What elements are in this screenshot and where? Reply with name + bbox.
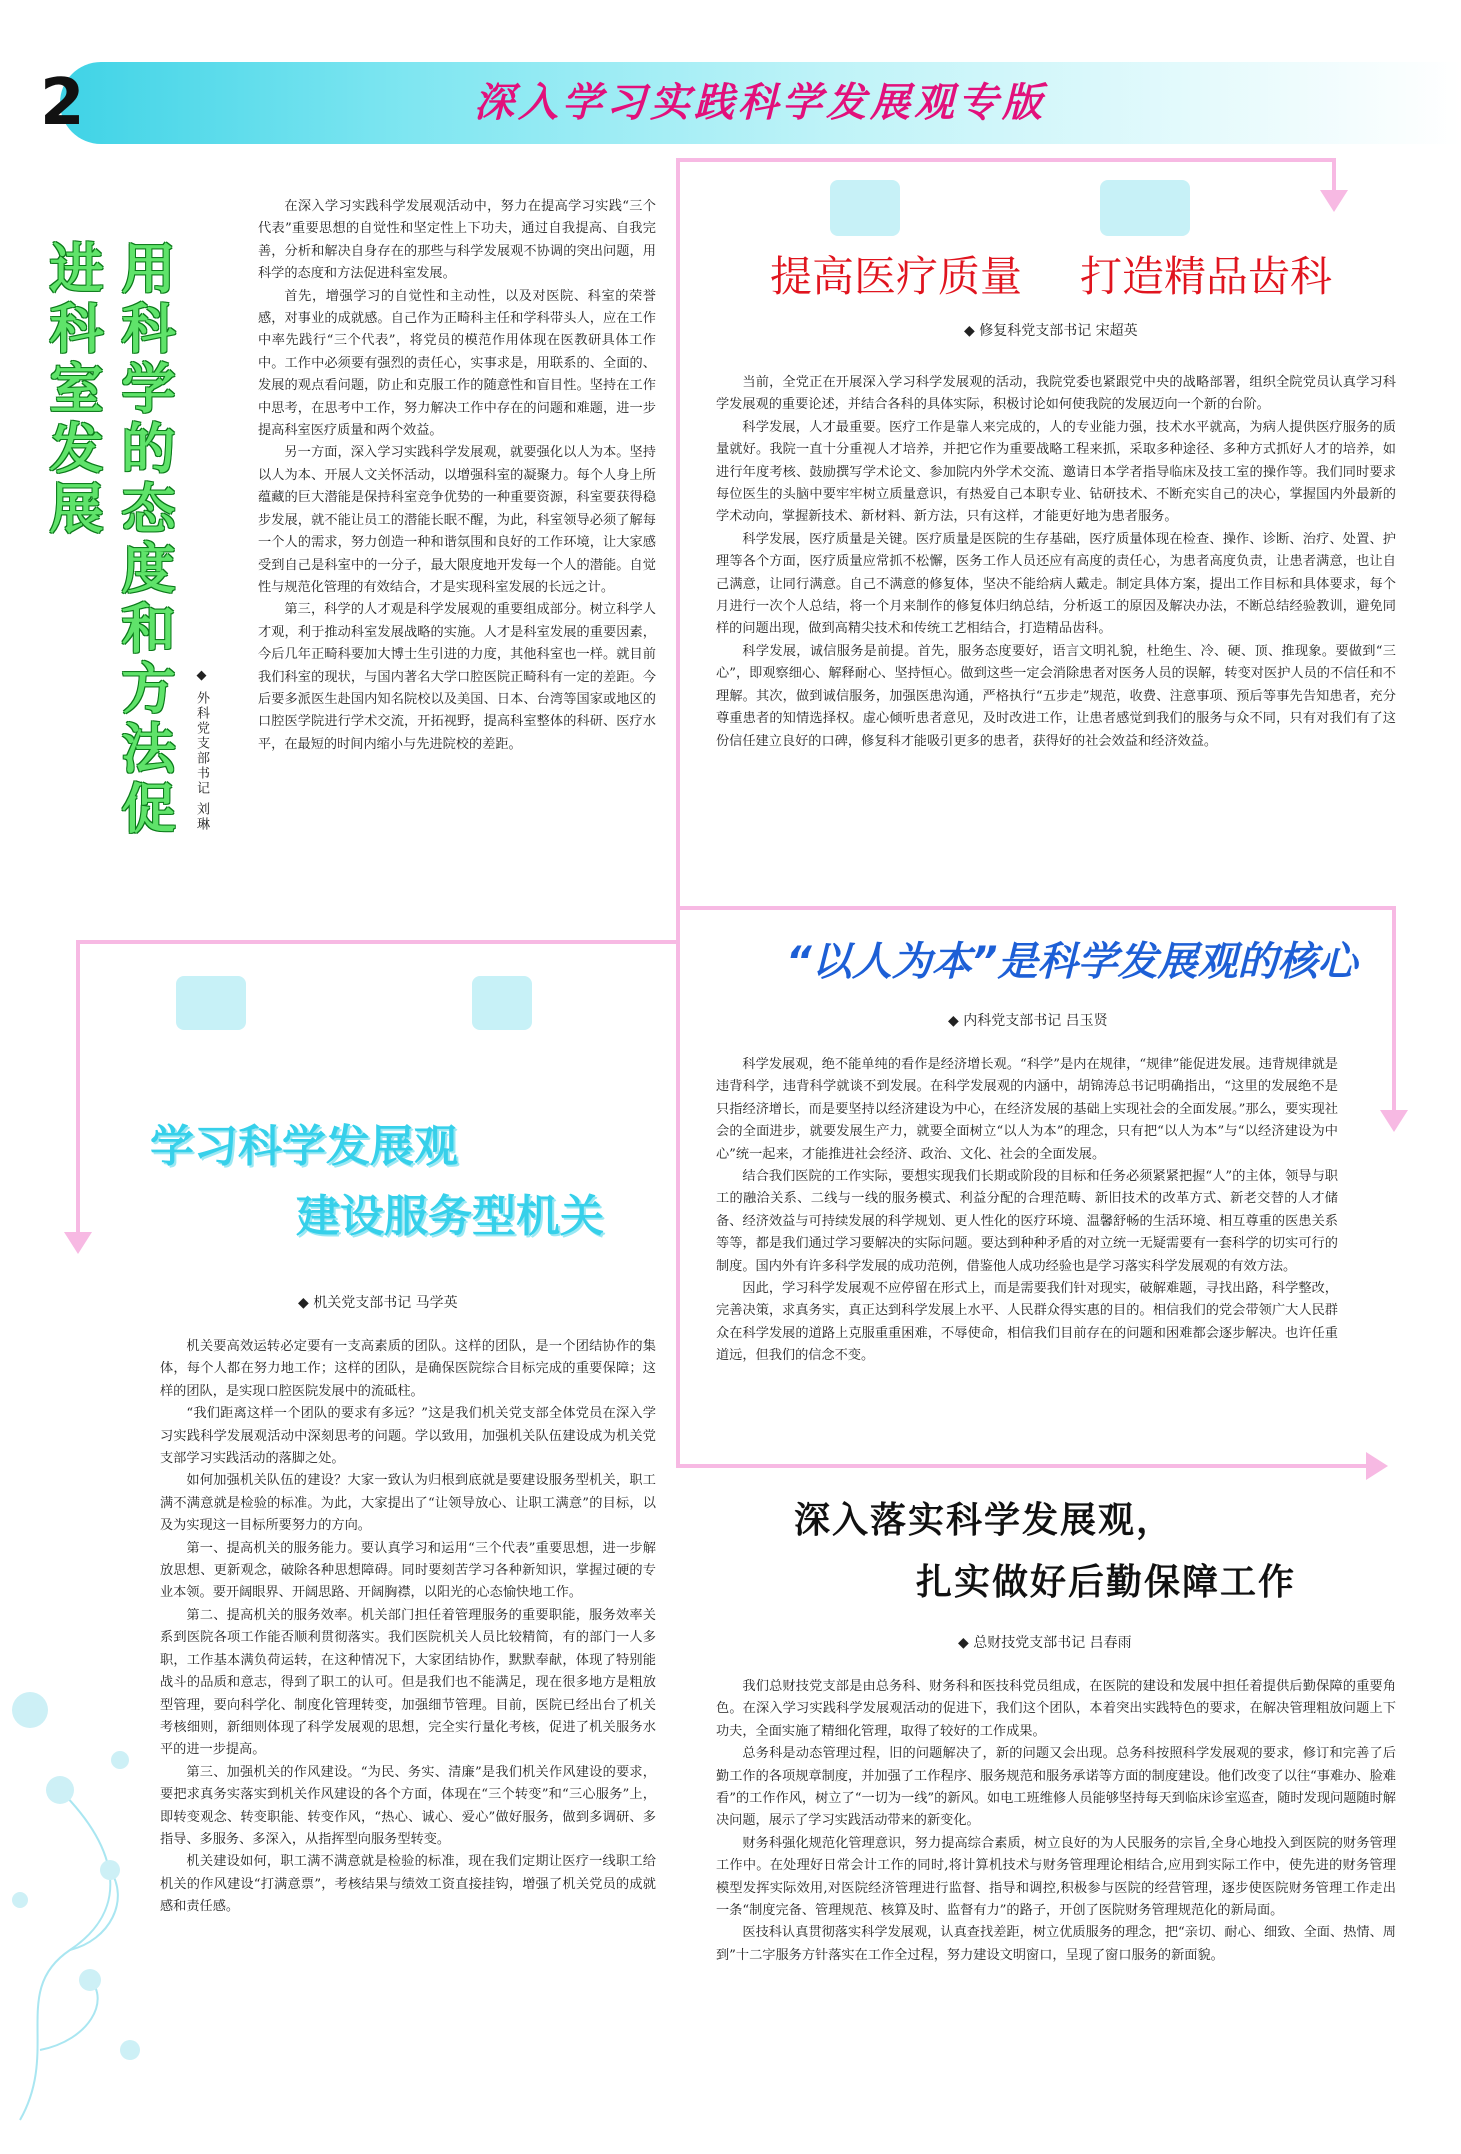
paragraph: “我们距离这样一个团队的要求有多远？”这是我们机关党支部全体党员在深入学习实践科学发展观活动中深刻思考的问题。学以致用，加强机关队伍建设成为机关党支部学习实践活动的落脚之处。 <box>160 1406 656 1467</box>
divider-main-vertical <box>676 158 680 1468</box>
arrow-down-mid-left <box>64 1232 92 1254</box>
paragraph: 如何加强机关队伍的建设？大家一致认为归根到底就是要建设服务型机关，职工满不满意就是检验的标准。为此，大家提出了“让领导放心、让职工满意”的目标，以及为实现这一目标所要努力的方向。 <box>160 1473 656 1534</box>
paragraph: 因此，学习科学发展观不应停留在形式上，而是需要我们针对现实，破解难题，寻找出路，科学整改，完善决策，求真务实，真正达到科学发展上水平、人民群众得实惠的目的。相信我们的党会带领广大人民群众在科学发展的道路上克服重重困难，不辱使命，相信我们目前存在的问题和困难都会逐步解决。也许任重道远，但我们的信念不变。 <box>716 1281 1338 1364</box>
article3-title: “以人为本”是科学发展观的核心 <box>786 939 1358 985</box>
paragraph: 当前，全党正在开展深入学习科学发展观的活动，我院党委也紧跟党中央的战略部署，组织全院党员认真学习科学发展观的重要论述，并结合各科的具体实际，积极讨论如何使我院的发展迈向一个新的台阶。 <box>716 375 1396 413</box>
paragraph: 财务科强化规范化管理意识，努力提高综合素质，树立良好的为人民服务的宗旨,全身心地投入到医院的财务管理工作中。在处理好日常会计工作的同时,将计算机技术与财务管理理论相结合,应用到实际工作中，使先进的财务管理模型发挥实际效用,对医院经济管理进行监督、指导和调控,积极参与医院的经营管理，逐步使医院财务管理工作走出一条“制度完备、管理规范、核算及时、监督有力”的路子，开创了医院财务管理规范化的新局面。 <box>716 1835 1396 1919</box>
page-number: 2 <box>40 66 85 140</box>
paragraph: 总务科是动态管理过程，旧的问题解决了，新的问题又会出现。总务科按照科学发展观的要求，修订和完善了后勤工作的各项规章制度，并加强了工作程序、服务规范和服务承诺等方面的制度建设。他们改变了以往“事难办、脸难看”的工作作风，树立了“一切为一线”的新风。如电工班维修人员能够坚持每天到临床诊室巡查，随时发现问题随时解决问题，展示了学习实践活动带来的新变化。 <box>716 1746 1396 1829</box>
flower-decoration-icon <box>0 1650 160 2130</box>
divider-lower-horizontal <box>676 1464 1366 1468</box>
decor-block <box>472 976 532 1030</box>
article1-byline: ◆ 外科党支部书记 刘琳 <box>194 668 209 833</box>
paragraph: 科学发展，医疗质量是关键。医疗质量是医院的生存基础，医疗质量体现在检查、操作、诊断、治疗、处置、护理等各个方面，医疗质量应常抓不松懈，医务工作人员还应有高度的责任心，为患者高度负责，让患者满意，也让自己满意，让同行满意。自己不满意的修复体，坚决不能给病人戴走。制定具体方案，提出工作目标和具体要求，每个月进行一次个人总结，将一个月来制作的修复体归纳总结，分析返工的原因及解决办法，不断总结经验教训，避免同样的问题出现，做到高精尖技术和传统工艺相结合，打造精品齿科。 <box>716 531 1396 637</box>
divider-mid-left-vertical <box>76 940 80 1236</box>
paragraph: 首先，增强学习的自觉性和主动性，以及对医院、科室的荣誉感，对事业的成就感。自己作为正畸科主任和学科带头人，应在工作中率先践行“三个代表”，将党员的模范作用体现在医教研具体工作中。工作中必须要有强烈的责任心，实事求是，用联系的、全面的、发展的观点看问题，防止和克服工作的随意性和盲目性。坚持在工作中思考，在思考中工作，努力解决工作中存在的问题和难题，进一步提高科室医疗质量和两个效益。 <box>258 288 656 439</box>
paragraph: 医技科认真贯彻落实科学发展观，认真查找差距，树立优质服务的理念，把“亲切、耐心、细致、全面、热情、周到”十二字服务方针落实在工作全过程，努力建设文明窗口，呈现了窗口服务的新面貌。 <box>716 1925 1396 1963</box>
paragraph: 科学发展，诚信服务是前提。首先，服务态度要好，语言文明礼貌，杜绝生、冷、硬、顶、推现象。要做到“三心”，即观察细心、解释耐心、坚持恒心。做到这些一定会消除患者对医务人员的误解，转变对医护人员的不信任和不理解。其次，做到诚信服务，加强医患沟通，严格执行“五步走”规范，收费、注意事项、预后等事先告知患者，充分尊重患者的知情选择权。虚心倾听患者意见，及时改进工作，让患者感觉到我们的服务与众不同，只有对我们有了这份信任建立良好的口碑，修复科才能吸引更多的患者，获得好的社会效益和经济效益。 <box>716 643 1396 749</box>
paragraph: 第三，科学的人才观是科学发展观的重要组成部分。树立科学人才观，利于推动科室发展战略的实施。人才是科室发展的重要因素，今后几年正畸科要加大博士生引进的力度，其他科室也一样。就目前我们科室的现状，与国内著名大学口腔医院正畸科有一定的差距。今后要多派医生赴国内知名院校以及美国、日本、台湾等国家或地区的口腔医学院进行学术交流，开拓视野，提高科室整体的科研、医疗水平，在最短的时间内缩小与先进院校的差距。 <box>258 602 656 752</box>
divider-mid-right-horizontal <box>676 906 1396 910</box>
paragraph: 结合我们医院的工作实际，要想实现我们长期或阶段的目标和任务必须紧紧把握“人”的主体，领导与职工的融洽关系、二线与一线的服务模式、利益分配的合理范畴、新旧技术的改革方式、新老交替的人才储备、经济效益与可持续发展的科学规划、更人性化的医疗环境、温馨舒畅的生活环境、相互尊重的医患关系等等，都是我们通过学习要解决的实际问题。要达到种种矛盾的对立统一无疑需要有一套科学的切实可行的制度。国内外有许多科学发展的成功范例，借鉴他人成功经验也是学习落实科学发展观的有效方法。 <box>716 1169 1338 1274</box>
article2-title-part2: 打造精品齿科 <box>1080 252 1333 301</box>
paragraph: 第二、提高机关的服务效率。机关部门担任着管理服务的重要职能，服务效率关系到医院各项工作能否顺利贯彻落实。我们医院机关人员比较精简，有的部门一人多职，工作基本满负荷运转，在这种情况下，大家团结协作，默默奉献，体现了特别能战斗的品质和意志，得到了职工的认可。但是我们也不能满足，现在很多地方是粗放型管理，要向科学化、制度化管理转变，加强细节管理。目前，医院已经出台了机关考核细则，新细则体现了科学发展观的思想，完全实行量化考核，促进了机关服务水平的进一步提高。 <box>160 1607 656 1758</box>
paragraph: 科学发展，人才最重要。医疗工作是靠人来完成的，人的专业能力强，技术水平就高，为病人提供医疗服务的质量就好。我院一直十分重视人才培养，并把它作为重要战略工程来抓，采取多种途径、多种方式抓好人才的培养，如进行年度考核、鼓励撰写学术论文、参加院内外学术交流、邀请日本学者指导临床及技工室的操作等。我们同时要求每位医生的头脑中要牢牢树立质量意识，有热爱自己本职专业、钻研技术、不断充实自己的决心，掌握国内外最新的学术动向，掌握新技术、新材料、新方法，只有这样，才能更好地为患者服务。 <box>716 419 1396 525</box>
divider-mid-left-horizontal <box>76 940 680 944</box>
banner-title: 深入学习实践科学发展观专版 <box>474 79 1046 126</box>
divider-mid-right-vertical <box>1392 906 1396 1114</box>
arrow-right-lower <box>1366 1452 1388 1480</box>
divider-top-horizontal <box>676 158 1336 162</box>
article4-title-line2: 建设服务型机关 <box>296 1191 604 1242</box>
article1-title: 用科学的态度和方法促进科室发展 <box>41 240 176 840</box>
article2-title-part1: 提高医疗质量 <box>770 252 1023 301</box>
paragraph: 机关建设如何，职工满不满意就是检验的标准，现在我们定期让医疗一线职工给机关的作风建设“打满意票”，考核结果与绩效工资直接挂钩，增强了机关党员的成就感和责任感。 <box>160 1854 656 1915</box>
divider-right-vertical <box>1332 158 1336 194</box>
article4-body <box>160 1336 656 1919</box>
article2-byline: ◆ 修复科党支部书记 宋超英 <box>964 323 1138 339</box>
article3-body <box>716 1054 1338 1368</box>
article1-body <box>258 196 656 756</box>
article5-title-line2: 扎实做好后勤保障工作 <box>916 1562 1297 1603</box>
decor-block <box>176 976 246 1030</box>
article5-body <box>716 1676 1396 1967</box>
arrow-down-mid-right <box>1380 1110 1408 1132</box>
article5-title-line1: 深入落实科学发展观， <box>794 1500 1175 1541</box>
article2-body <box>716 372 1396 753</box>
paragraph: 第三、加强机关的作风建设。“为民、务实、清廉”是我们机关作风建设的要求，要把求真务实落实到机关作风建设的各个方面，体现在“三个转变”和“三心服务”上，即转变观念、转变职能、转变作风，“热心、诚心、爱心”做好服务，做到多调研、多指导、多服务、多深入，从指挥型向服务型转变。 <box>160 1764 656 1847</box>
paragraph: 第一、提高机关的服务能力。要认真学习和运用“三个代表”重要思想，进一步解放思想、更新观念，破除各种思想障碍。同时要刻苦学习各种新知识，掌握过硬的专业本领。要开阔眼界、开阔思路、开阔胸襟，以阳光的心态愉快地工作。 <box>160 1540 656 1601</box>
article5-byline: ◆ 总财技党支部书记 吕春雨 <box>958 1635 1132 1651</box>
paragraph: 我们总财技党支部是由总务科、财务科和医技科党员组成，在医院的建设和发展中担任着提供后勤保障的重要角色。在深入学习实践科学发展观活动的促进下，我们这个团队，本着突出实践特色的要求，在解决管理粗放问题上下功夫，全面实施了精细化管理，取得了较好的工作成果。 <box>716 1679 1396 1739</box>
decor-block <box>1100 180 1190 236</box>
paragraph: 科学发展观，绝不能单纯的看作是经济增长观。“科学”是内在规律，“规律”能促进发展。违背规律就是违背科学，违背科学就谈不到发展。在科学发展观的内涵中，胡锦涛总书记明确指出，“这里的发展绝不是只指经济增长，而是要坚持以经济建设为中心，在经济发展的基础上实现社会的全面发展。”那么，要实现社会的全面进步，就要发展生产力，就要全面树立“以人为本”的理念，只有把“以人为本”与“以经济建设为中心”统一起来，才能推进社会经济、政治、文化、社会的全面发展。 <box>716 1057 1338 1162</box>
paragraph: 在深入学习实践科学发展观活动中，努力在提高学习实践“三个代表”重要思想的自觉性和坚定性上下功夫，通过自我提高、自我完善，分析和解决自身存在的那些与科学发展观不协调的突出问题，用科学的态度和方法促进科室发展。 <box>258 199 656 282</box>
paragraph: 机关要高效运转必定要有一支高素质的团队。这样的团队，是一个团结协作的集体，每个人都在努力地工作；这样的团队，是确保医院综合目标完成的重要保障；这样的团队，是实现口腔医院发展中的流砥柱。 <box>160 1339 656 1399</box>
arrow-down-top-right <box>1320 190 1348 212</box>
decor-block <box>830 180 900 236</box>
article3-byline: ◆ 内科党支部书记 吕玉贤 <box>948 1013 1108 1029</box>
article4-byline: ◆ 机关党支部书记 马学英 <box>298 1295 458 1311</box>
article4-title-line1: 学习科学发展观 <box>150 1121 458 1172</box>
paragraph: 另一方面，深入学习实践科学发展观，就要强化以人为本。坚持以人为本、开展人文关怀活动，以增强科室的凝聚力。每个人身上所蕴藏的巨大潜能是保持科室竞争优势的一种重要资源，科室要获得稳步发展，就不能让员工的潜能长眠不醒，为此，科室领导必须了解每一个人的需求，努力创造一种和谐氛围和良好的工作环境，让大家感受到自己是科室中的一分子，最大限度地开发每一个人的潜能。自觉性与规范化管理的有效结合，才是实现科室发展的长远之计。 <box>258 445 656 595</box>
